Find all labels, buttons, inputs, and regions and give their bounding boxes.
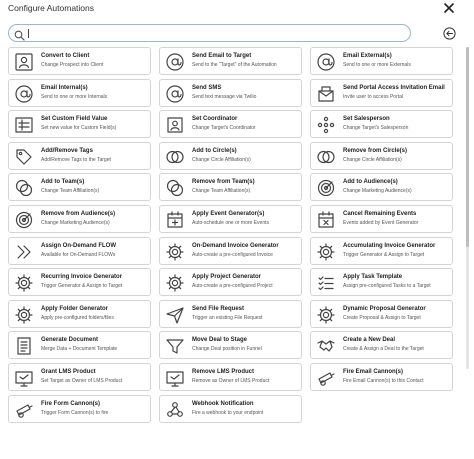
team-icon (14, 178, 34, 198)
automation-card-send-portal-access-invitation-email[interactable] (310, 79, 453, 107)
automation-card-send-sms[interactable] (159, 79, 302, 107)
gear-icon (316, 305, 336, 325)
card-title: Apply Task Template (343, 274, 403, 281)
card-title: Send File Request (192, 305, 245, 312)
card-title: Apply Project Generator (192, 274, 262, 281)
card-description: Remove as Owner of LMS Product (192, 378, 270, 384)
card-description: Change Target's Coordinator (192, 125, 256, 132)
card-title: Accumulating Invoice Generator (343, 242, 436, 249)
automation-card-email-external-s[interactable] (310, 47, 453, 75)
card-title: Dynamic Proposal Generator (343, 305, 426, 312)
network-icon (316, 115, 336, 135)
card-description: Change Circle Affiliation(s) (343, 156, 402, 163)
card-title: Add to Circle(s) (192, 147, 237, 154)
team-icon (165, 178, 185, 198)
automation-card-set-custom-field-value[interactable] (8, 110, 151, 138)
card-title: Apply Folder Generator (41, 305, 109, 312)
automation-card-set-coordinator[interactable] (159, 110, 302, 138)
card-description: Change Marketing Audience(s) (41, 220, 110, 226)
card-title: Fire Email Cannon(s) (343, 369, 404, 375)
automation-card-on-demand-invoice-generator[interactable] (159, 237, 302, 265)
card-title: Add to Team(s) (41, 179, 85, 186)
cannon-icon (316, 368, 336, 388)
card-description: Fire a webhook to your endpoint (192, 409, 264, 416)
gear-icon (14, 273, 34, 293)
target-icon (14, 210, 34, 230)
cannon-icon (14, 400, 34, 420)
card-title: Set Custom Field Value (41, 116, 108, 123)
automation-card-email-internal-s[interactable] (8, 79, 151, 107)
automation-card-recurring-invoice-generator[interactable] (8, 268, 151, 296)
funnel-icon (165, 336, 185, 356)
card-description: Events added by Event Generator (343, 220, 419, 226)
automation-card-remove-lms-product[interactable] (159, 363, 302, 391)
calendar-plus-icon (165, 210, 185, 230)
tag-icon (14, 147, 34, 167)
card-title: Send SMS (192, 84, 222, 91)
card-description: Create Proposal & Assign to Target (343, 314, 421, 321)
card-description: Auto-create a pre-configured Invoice (192, 251, 273, 258)
card-description: Apply pre-configured folders/files (41, 314, 114, 321)
paper-plane-icon (165, 305, 185, 325)
card-description: Change Target's Salesperson (343, 125, 409, 132)
search-box[interactable] (8, 24, 411, 42)
card-description: Set new value for Custom Field(s) (41, 125, 117, 132)
card-description: Change Team Affiliation(s) (192, 188, 251, 195)
target-icon (316, 178, 336, 198)
automation-card-send-email-to-target[interactable] (159, 47, 302, 75)
card-description: Trigger an existing File Request (192, 314, 263, 321)
card-title: Webhook Notification (192, 400, 254, 407)
card-title: Grant LMS Product (41, 369, 96, 375)
card-description: Create & Assign a Deal to the Target (343, 346, 424, 353)
card-description: Merge Data + Document Template (41, 346, 118, 353)
automation-card-set-salesperson[interactable] (310, 110, 453, 138)
at-sign-icon (165, 84, 185, 104)
automation-card-add-to-audience-s[interactable] (310, 173, 453, 201)
envelope-icon (316, 84, 336, 104)
card-description: Trigger Generator & Assign to Target (41, 283, 123, 290)
card-description: Change Prospect into Client (41, 62, 104, 68)
handshake-icon (316, 336, 336, 356)
automation-card-apply-task-template[interactable] (310, 268, 453, 296)
automation-card-create-a-new-deal[interactable] (310, 331, 453, 359)
card-title: Remove LMS Product (192, 369, 255, 375)
at-sign-icon (14, 84, 34, 104)
task-list-icon (316, 273, 336, 293)
search-icon (14, 28, 25, 39)
gear-icon (165, 242, 185, 262)
card-description: Add/Remove Tags to the Target (41, 156, 111, 163)
card-title: Send Email to Target (192, 53, 252, 59)
user-square-icon (165, 115, 185, 135)
card-title: Fire Form Cannon(s) (41, 400, 101, 407)
automation-card-apply-event-generator-s[interactable] (159, 205, 302, 233)
automation-card-grant-lms-product[interactable] (8, 363, 151, 391)
card-title: Email External(s) (343, 53, 392, 59)
automation-card-remove-from-circle-s[interactable] (310, 142, 453, 170)
webhook-icon (165, 400, 185, 420)
double-chevron-icon (14, 242, 34, 262)
card-description: Trigger Generator & Assign to Target (343, 251, 425, 258)
card-description: Available for On-Demand FLOWs (41, 251, 116, 258)
card-title: Apply Event Generator(s) (192, 211, 265, 217)
automation-card-convert-to-client[interactable] (8, 47, 151, 75)
automation-card-add-remove-tags[interactable] (8, 142, 151, 170)
back-arrow-icon[interactable] (443, 27, 456, 40)
automation-card-generate-document[interactable] (8, 331, 151, 359)
card-description: Change Deal position in Funnel (192, 346, 262, 353)
automation-card-webhook-notification[interactable] (159, 395, 302, 423)
at-sign-icon (316, 52, 336, 72)
card-description: Send text message via Twilio (192, 93, 257, 100)
circles-icon (165, 147, 185, 167)
document-icon (14, 336, 34, 356)
automation-card-remove-from-audience-s[interactable] (8, 205, 151, 233)
automation-card-dynamic-proposal-generator[interactable] (310, 300, 453, 328)
automation-card-accumulating-invoice-generator[interactable] (310, 237, 453, 265)
close-icon[interactable] (441, 0, 457, 16)
card-description: Auto-create a pre-configured Project (192, 283, 273, 290)
card-title: Remove from Circle(s) (343, 147, 408, 154)
card-description: Trigger Form Cannon(s) to fire (41, 409, 109, 416)
card-title: Recurring Invoice Generator (41, 274, 123, 281)
card-title: Set Coordinator (192, 116, 238, 123)
automation-card-apply-folder-generator[interactable] (8, 300, 151, 328)
automation-card-apply-project-generator[interactable] (159, 268, 302, 296)
search-input[interactable] (29, 27, 399, 39)
automation-card-add-to-team-s[interactable] (8, 173, 151, 201)
card-title: Move Deal to Stage (192, 337, 248, 344)
card-description: Send to one or more Internals (41, 93, 108, 100)
automation-card-fire-email-cannon-s[interactable] (310, 363, 453, 391)
card-title: Add/Remove Tags (41, 147, 93, 154)
circles-icon (316, 147, 336, 167)
card-description: Change Circle Affiliation(s) (192, 156, 251, 163)
gear-icon (316, 242, 336, 262)
card-title: Remove from Audience(s) (41, 211, 116, 217)
at-sign-icon (165, 52, 185, 72)
card-description: Send to one or more Externals (343, 62, 411, 68)
card-title: Email Internal(s) (41, 84, 88, 91)
card-description: Fire Email Cannon(s) to this Contact (343, 378, 424, 384)
lms-icon (165, 368, 185, 388)
automation-card-fire-form-cannon-s[interactable] (8, 395, 151, 423)
card-title: Send Portal Access Invitation Email (343, 84, 445, 91)
scrollbar-thumb[interactable] (466, 47, 469, 247)
automation-card-assign-on-demand-flow[interactable] (8, 237, 151, 265)
automation-card-cancel-remaining-events[interactable] (310, 205, 453, 233)
card-title: On-Demand Invoice Generator (192, 242, 279, 249)
automation-card-send-file-request[interactable] (159, 300, 302, 328)
card-title: Convert to Client (41, 53, 90, 59)
dialog-title: Configure Automations (8, 3, 94, 13)
automation-card-move-deal-to-stage[interactable] (159, 331, 302, 359)
card-title: Add to Audience(s) (343, 179, 398, 186)
dialog-header (0, 0, 474, 20)
card-description: Invite user to access Portal (343, 93, 404, 100)
card-title: Set Salesperson (343, 116, 390, 123)
card-title: Generate Document (41, 337, 99, 344)
automation-card-remove-from-team-s[interactable] (159, 173, 302, 201)
calendar-x-icon (316, 210, 336, 230)
convert-icon (14, 52, 34, 72)
card-description: Set Target as Owner of LMS Product (41, 378, 123, 384)
gear-icon (165, 273, 185, 293)
card-title: Cancel Remaining Events (343, 211, 417, 217)
card-title: Create a New Deal (343, 337, 396, 344)
automation-card-add-to-circle-s[interactable] (159, 142, 302, 170)
lms-icon (14, 368, 34, 388)
card-description: Send to the "Target" of the Automation (192, 62, 277, 68)
card-description: Assign pre-configured Tasks to a Target (343, 283, 431, 290)
card-title: Remove from Team(s) (192, 179, 255, 186)
card-description: Change Team Affiliation(s) (41, 188, 100, 195)
custom-field-icon (14, 115, 34, 135)
gear-icon (14, 305, 34, 325)
card-title: Assign On-Demand FLOW (41, 242, 116, 249)
card-description: Auto-schedule one or more Events (192, 220, 269, 226)
card-description: Change Marketing Audience(s) (343, 188, 412, 195)
